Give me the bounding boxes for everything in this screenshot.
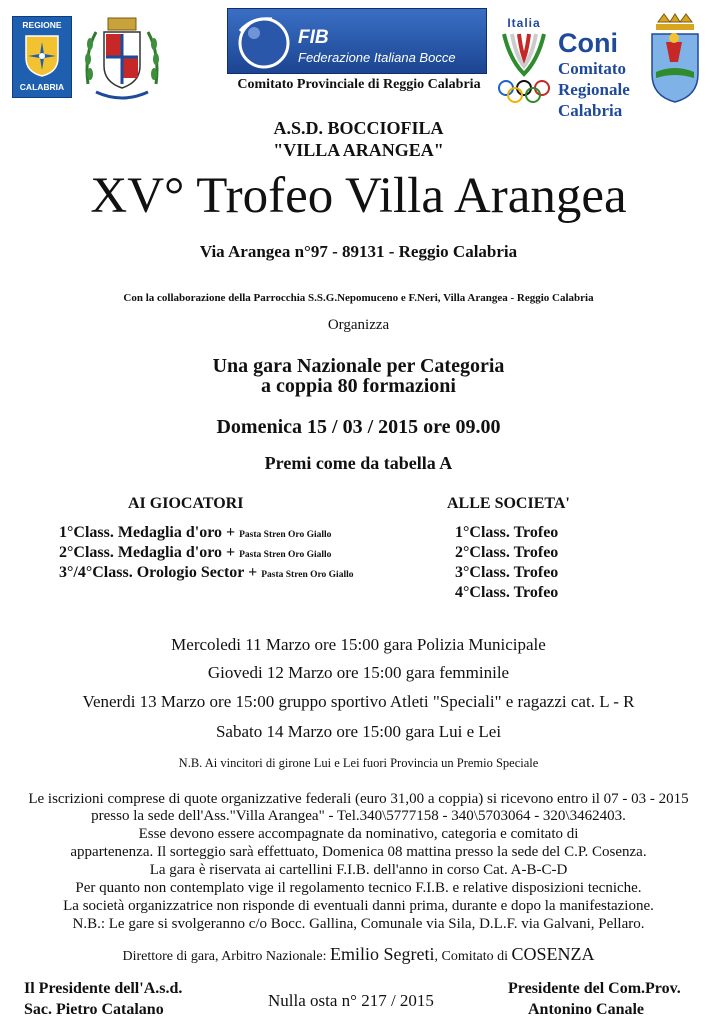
regione-calabria-logo <box>12 16 72 98</box>
bocce-ball-icon <box>232 13 292 69</box>
rules-line: Esse devono essere accompagnate da nominativo, categoria e comitato di <box>138 826 579 842</box>
player-prize-extra: Pasta Stren Oro Giallo <box>239 530 332 540</box>
fib-banner <box>227 8 487 74</box>
club-quoted-name: "VILLA ARANGEA" <box>273 140 444 160</box>
calabria-label: CALABRIA <box>19 82 65 92</box>
director-middle: , Comitato di <box>434 949 512 964</box>
club-prize-row: 4°Class. Trofeo <box>455 584 559 601</box>
organizza-label: Organizza <box>327 317 390 333</box>
clubs-prizes-header: ALLE SOCIETA' <box>447 495 570 512</box>
player-prize-row <box>59 544 331 562</box>
regione-emblem-icon <box>22 34 62 78</box>
rules-line: La gara è riservata ai cartellini F.I.B. dell'anno in corso Cat. A-B-C-D <box>149 862 568 878</box>
schedule-item: Sabato 14 Marzo ore 15:00 gara Lui e Lei <box>215 722 502 741</box>
event-line-1: Una gara Nazionale per Categoria <box>212 355 505 377</box>
president-com-prov-title: Presidente del Com.Prov. <box>508 980 681 997</box>
president-asd-name: Sac. Pietro Catalano <box>24 1001 164 1018</box>
director-committee: COSENZA <box>511 944 595 964</box>
rules-line: appartenenza. Il sorteggio sarà effettuato, Domenica 08 mattina presso la sede del C.P. Cosenza. <box>70 844 647 860</box>
president-com-prov-name: Antonino Canale <box>528 1001 645 1018</box>
rules-line: Per quanto non contemplato vige il regolamento tecnico F.I.B. e relative disposizioni tecniche. <box>75 880 642 896</box>
schedule-item: Mercoledi 11 Marzo ore 15:00 gara Polizia Municipale <box>171 635 546 654</box>
director-prefix: Direttore di gara, Arbitro Nazionale: <box>122 949 331 964</box>
rules-line: presso la sede dell'Ass."Villa Arangea" - Tel.340\5777158 - 340\5703064 - 320\3462403. <box>91 808 626 824</box>
coni-regionale-label <box>558 28 630 121</box>
reggio-calabria-crest-icon <box>82 14 162 102</box>
race-director-line <box>0 944 717 965</box>
player-prize-main: 1°Class. Medaglia d'oro + <box>59 524 240 541</box>
director-name: Emilio Segreti <box>330 944 435 964</box>
italia-label: Italia <box>507 16 541 30</box>
address: Via Arangea n°97 - 89131 - Reggio Calabria <box>199 242 518 261</box>
calabria-crest-icon <box>648 12 702 106</box>
prizes-note: Premi come da tabella A <box>264 453 453 473</box>
player-prize-main: 2°Class. Medaglia d'oro + <box>59 544 240 561</box>
fib-subtitle: Federazione Italiana Bocce <box>298 50 456 65</box>
player-prize-extra: Pasta Stren Oro Giallo <box>239 550 332 560</box>
coni-italia-logo <box>496 16 552 106</box>
comitato-provinciale-label: Comitato Provinciale di Reggio Calabria <box>237 77 481 92</box>
rules-line: N.B.: Le gare si svolgeranno c/o Bocc. Gallina, Comunale via Sila, D.L.F. via Galvani, Pellaro. <box>72 916 645 932</box>
club-prize-row: 3°Class. Trofeo <box>455 564 559 581</box>
player-prize-row <box>59 564 353 582</box>
coni-title: Coni <box>558 28 618 58</box>
rules-line: La società organizzatrice non risponde di eventuali danni prima, durante e dopo la manifestazione. <box>63 898 654 914</box>
president-asd-title: Il Presidente dell'A.s.d. <box>24 980 183 997</box>
club-prize-row: 2°Class. Trofeo <box>455 544 559 561</box>
nb-lui-lei: N.B. Ai vincitori di girone Lui e Lei fuori Provincia un Premio Speciale <box>178 756 539 770</box>
regione-label: REGIONE <box>22 20 62 30</box>
club-prize-row: 1°Class. Trofeo <box>455 524 559 541</box>
event-date: Domenica 15 / 03 / 2015 ore 09.00 <box>216 416 501 438</box>
player-prize-row <box>59 524 331 542</box>
coni-line-2: Regionale <box>558 80 630 99</box>
page-title: XV° Trofeo Villa Arangea <box>90 168 627 224</box>
schedule-item: Venerdi 13 Marzo ore 15:00 gruppo sportivo Atleti "Speciali" e ragazzi cat. L - R <box>82 692 635 711</box>
olympic-rings-icon <box>496 30 552 106</box>
fib-title: FIB <box>298 27 329 48</box>
club-name: A.S.D. BOCCIOFILA <box>273 118 444 138</box>
collaboration-line: Con la collaborazione della Parrocchia S.S.G.Nepomuceno e F.Neri, Villa Arangea - Reggio Calabria <box>123 292 594 304</box>
schedule-item: Giovedi 12 Marzo ore 15:00 gara femminile <box>207 663 510 682</box>
event-line-2: a coppia 80 formazioni <box>261 375 456 397</box>
coni-line-1: Comitato <box>558 59 626 78</box>
nulla-osta: Nulla osta n° 217 / 2015 <box>268 991 434 1010</box>
player-prize-extra: Pasta Stren Oro Giallo <box>261 570 354 580</box>
rules-line: Le iscrizioni comprese di quote organizzative federali (euro 31,00 a coppia) si ricevono entro il 07 - 03 - 2015 <box>28 791 689 807</box>
players-prizes-header: AI GIOCATORI <box>128 495 244 512</box>
player-prize-main: 3°/4°Class. Orologio Sector + <box>59 564 262 581</box>
coni-line-3: Calabria <box>558 101 623 120</box>
